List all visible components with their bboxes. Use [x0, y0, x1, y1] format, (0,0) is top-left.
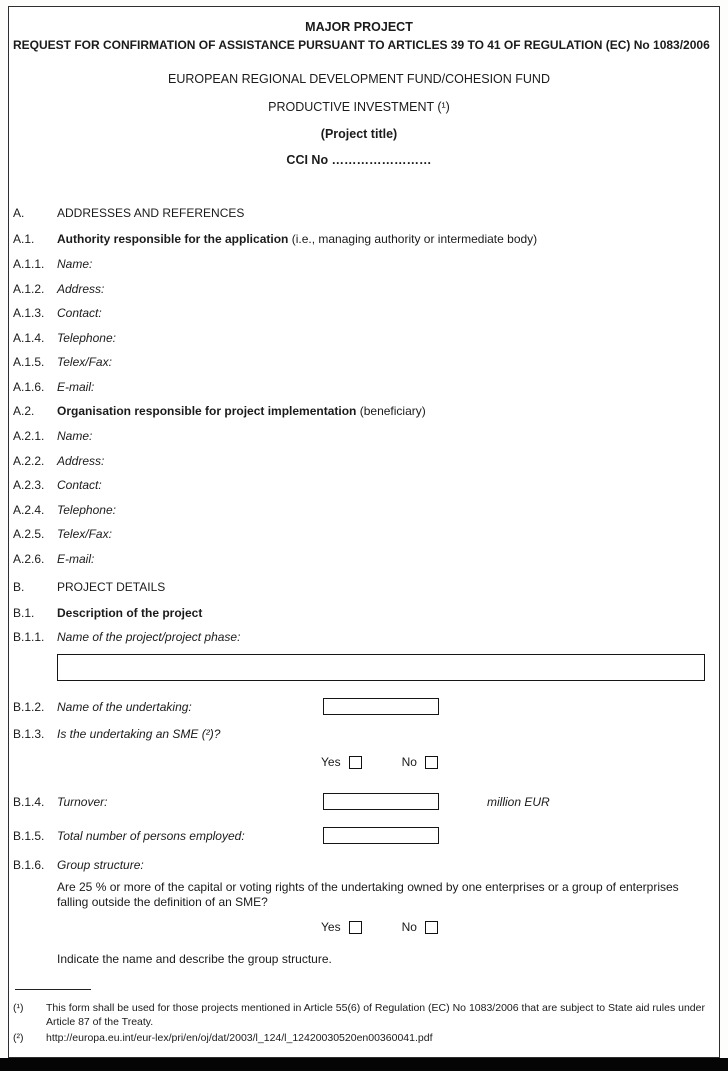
field-number: A.1.: [13, 232, 35, 246]
section-title: PROJECT DETAILS: [57, 579, 166, 594]
field-label: Name of the project/project phase:: [57, 630, 241, 644]
footnote-1: [13, 1002, 705, 1029]
form-header: [13, 20, 710, 168]
footnote-marker: (²): [13, 1032, 24, 1044]
page-border-frame: [8, 6, 720, 1058]
field-number: A.2.1.: [13, 429, 45, 443]
footnote-2: [13, 1032, 705, 1046]
field-number: B.1.4.: [13, 794, 45, 809]
field-label: Total number of persons employed:: [57, 828, 245, 843]
field-label: E-mail:: [57, 379, 95, 394]
row-b16: [13, 858, 705, 872]
field-label-bold: Authority responsible for the application: [57, 232, 289, 246]
b13-yesno-row: [321, 755, 705, 769]
field-label: E-mail:: [57, 551, 95, 566]
investment-line: PRODUCTIVE INVESTMENT (¹): [268, 100, 450, 114]
b14-turnover-input[interactable]: [323, 793, 439, 810]
b16-yesno-row: [321, 920, 705, 934]
b16-yes-checkbox[interactable]: [349, 921, 362, 934]
field-label-normal: (i.e., managing authority or intermediate body): [291, 232, 538, 246]
field-label: Contact:: [57, 478, 102, 492]
row-b15: [13, 827, 705, 844]
field-row: [13, 454, 705, 468]
field-number: B.1.3.: [13, 727, 45, 741]
b16-question: Are 25 % or more of the capital or voting rights of the undertaking owned by one enterprises or a group of enterprises falling outside the definition of an SME?: [57, 880, 679, 909]
field-number: A.1.2.: [13, 281, 45, 296]
field-number: A.2.5.: [13, 527, 45, 541]
field-label: Is the undertaking an SME (²)?: [57, 727, 221, 741]
field-number: A.2.3.: [13, 478, 45, 492]
field-number: B.1.5.: [13, 828, 45, 843]
b16-instruction: Indicate the name and describe the group structure.: [57, 952, 332, 966]
field-number: A.2.6.: [13, 551, 45, 566]
field-number: A.1.6.: [13, 379, 45, 394]
b15-employees-input[interactable]: [323, 827, 439, 844]
field-label: Address:: [57, 453, 105, 468]
field-label: Description of the project: [57, 605, 203, 620]
field-number: A.2.2.: [13, 453, 45, 468]
field-label: Telephone:: [57, 502, 116, 517]
field-number: B.1.: [13, 605, 35, 620]
row-b13: [13, 727, 705, 741]
field-row: [13, 429, 705, 443]
field-number: A.1.4.: [13, 330, 45, 345]
field-label-normal: (beneficiary): [359, 404, 426, 418]
field-row: [13, 552, 705, 566]
field-label: Telex/Fax:: [57, 355, 112, 369]
b16-no-label: No: [401, 920, 417, 934]
form-subtitle: REQUEST FOR CONFIRMATION OF ASSISTANCE PURSUANT TO ARTICLES 39 TO 41 OF REGULATION (EC) No 1083/2006: [13, 38, 710, 52]
field-number: A.1.3.: [13, 306, 45, 320]
row-b14: [13, 793, 705, 810]
field-row: [13, 257, 705, 271]
field-row: [13, 478, 705, 492]
footnote-separator: [15, 989, 91, 990]
footnote-marker: (¹): [13, 1002, 24, 1014]
field-number: A.1.1.: [13, 257, 45, 271]
field-number: B.1.1.: [13, 630, 45, 644]
b16-yes-label: Yes: [321, 920, 341, 934]
section-b-heading: [13, 580, 705, 594]
b12-undertaking-name-input[interactable]: [323, 698, 439, 715]
field-label: Name of the undertaking:: [57, 699, 192, 714]
section-a-heading: [13, 206, 705, 220]
fund-line: EUROPEAN REGIONAL DEVELOPMENT FUND/COHESION FUND: [167, 72, 550, 86]
b13-yes-checkbox[interactable]: [349, 756, 362, 769]
row-a2: [13, 404, 705, 418]
field-number: A.2.: [13, 404, 35, 418]
field-row: [13, 282, 705, 296]
field-label: Name:: [57, 429, 93, 443]
field-label: Turnover:: [57, 794, 108, 809]
field-number: B.1.6.: [13, 858, 45, 872]
field-label: Name:: [57, 257, 93, 271]
field-label: [57, 404, 426, 418]
cci-number-line: CCI No ……………………: [286, 153, 432, 167]
field-label: Telephone:: [57, 330, 116, 345]
section-title: ADDRESSES AND REFERENCES: [57, 206, 245, 220]
b13-no-checkbox[interactable]: [425, 756, 438, 769]
project-title-placeholder: (Project title): [320, 127, 398, 141]
field-number: A.1.5.: [13, 355, 45, 369]
b13-yes-label: Yes: [321, 755, 341, 769]
scan-bottom-edge: [0, 1058, 728, 1071]
field-number: B.1.2.: [13, 699, 45, 714]
field-row: [13, 355, 705, 369]
field-row: [13, 306, 705, 320]
field-row: [13, 503, 705, 517]
footnote-url: http://europa.eu.int/eur-lex/pri/en/oj/dat/2003/l_124/l_12420030520en00360041.pdf: [46, 1032, 433, 1044]
section-number: B.: [13, 579, 25, 594]
row-a1: [13, 232, 705, 246]
form-content: [9, 7, 719, 1046]
field-label: Address:: [57, 281, 105, 296]
row-b1: [13, 606, 705, 620]
field-label: Telex/Fax:: [57, 527, 112, 541]
row-b12: [13, 698, 705, 715]
field-number: A.2.4.: [13, 502, 45, 517]
field-label-bold: Organisation responsible for project implementation: [57, 404, 357, 418]
b14-unit-label: million EUR: [487, 794, 550, 809]
field-row: [13, 527, 705, 541]
section-number: A.: [13, 206, 25, 220]
b16-no-checkbox[interactable]: [425, 921, 438, 934]
row-b11: [13, 630, 705, 644]
footnote-text: This form shall be used for those projects mentioned in Article 55(6) of Regulation (EC) No 1083/2006 that are subject to State aid rules under Article 87 of the Treaty.: [46, 1002, 705, 1028]
field-label: Group structure:: [57, 858, 144, 872]
field-label: Contact:: [57, 306, 102, 320]
field-row: [13, 331, 705, 345]
field-row: [13, 380, 705, 394]
form-title: MAJOR PROJECT: [305, 20, 413, 34]
b11-project-name-input[interactable]: [57, 654, 705, 681]
b13-no-label: No: [401, 755, 417, 769]
field-label: [57, 232, 537, 246]
